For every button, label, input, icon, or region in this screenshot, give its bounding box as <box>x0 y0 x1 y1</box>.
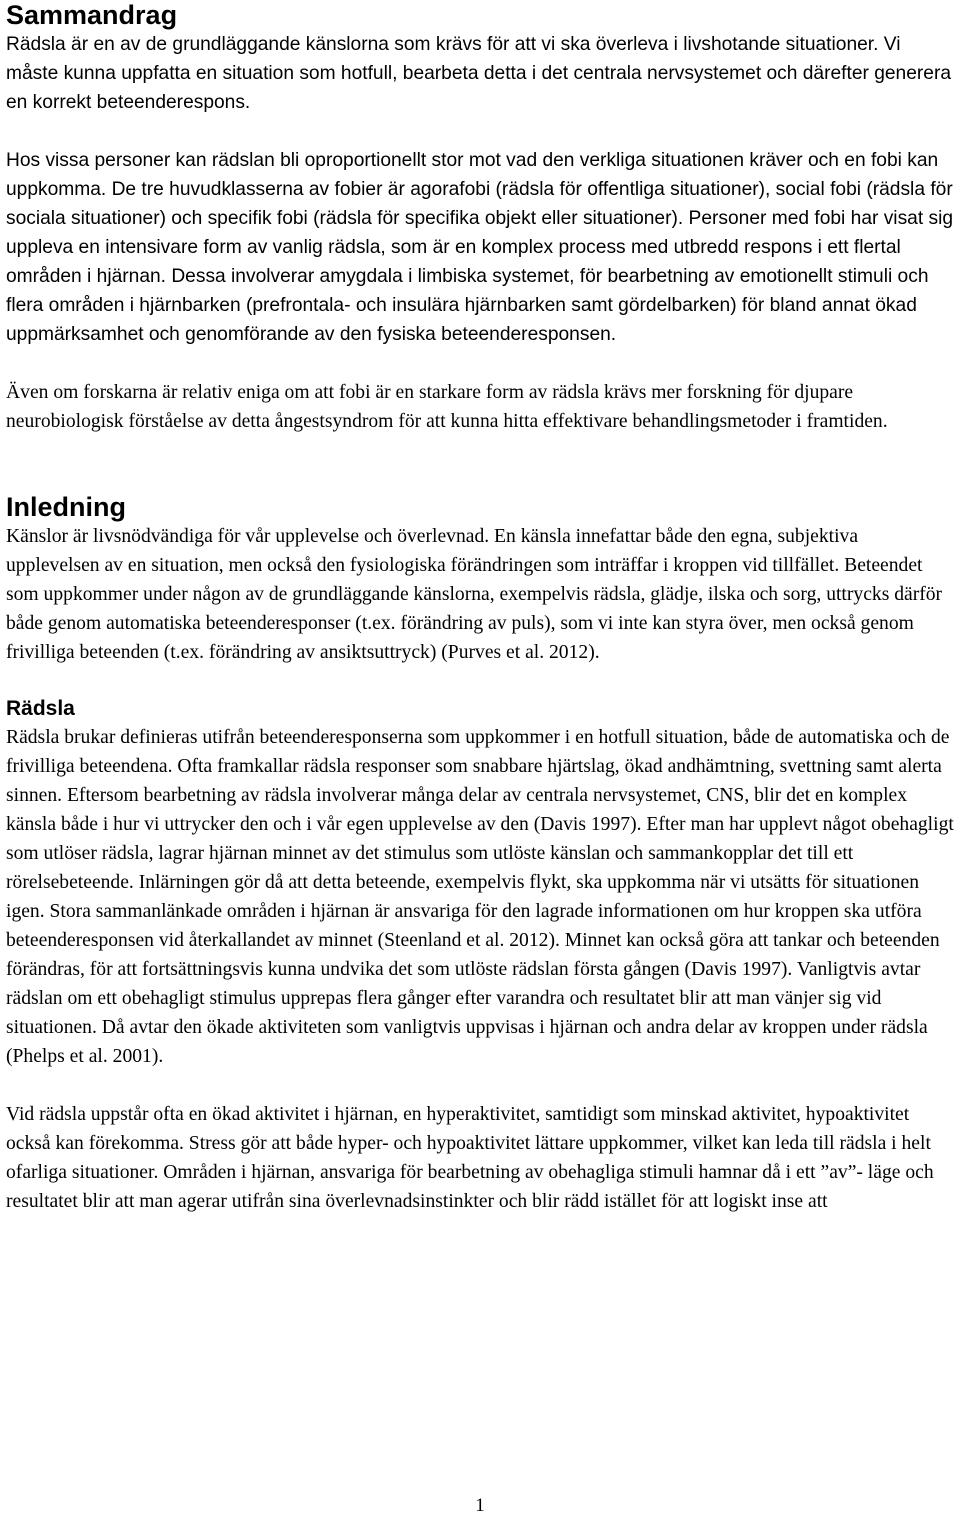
sammandrag-paragraph-2: Hos vissa personer kan rädslan bli oproportionellt stor mot vad den verkliga situationen kräver och en fobi kan uppkomma. De tre huvudklasserna av fobier är agorafobi (rädsla för offentliga situationer), social fobi (rädsla för sociala situationer) och specifik fobi (rädsla för specifika objekt eller situationer). Personer med fobi har visat sig uppleva en intensivare form av vanlig rädsla, som är en komplex process med utbredd respons i ett flertal områden i hjärnan. Dessa involverar amygdala i limbiska systemet, för bearbetning av emotionellt stimuli och flera områden i hjärnbarken (prefrontala- och insulära hjärnbarken samt gördelbarken) för bland annat ökad uppmärksamhet och genomförande av den fysiska beteenderesponsen. <box>6 150 954 345</box>
paragraph-gap <box>6 1071 956 1100</box>
section-heading-sammandrag: Sammandrag <box>6 0 178 30</box>
section-gap <box>6 436 956 492</box>
sammandrag-paragraph-1: Rädsla är en av de grundläggande känslorna som krävs för att vi ska överleva i livshotande situationer. Vi måste kunna uppfatta en situation som hotfull, bearbeta detta i det centrala nervsystemet och därefter generera en korrekt beteenderespons. <box>6 34 952 113</box>
section-heading-inledning: Inledning <box>6 492 126 522</box>
inledning-paragraph: Känslor är livsnödvändiga för vår upplevelse och överlevnad. En känsla innefattar både den egna, subjektiva upplevelsen av en situation, men också den fysiologiska förändringen som inträffar i kroppen vid tillfället. Beteendet som uppkommer under någon av de grundläggande känslorna, exempelvis rädsla, glädje, ilska och sorg, uttrycks därför både genom automatiska beteenderesponser (t.ex. förändring av puls), som vi inte kan styra över, men också genom frivilliga beteenden (t.ex. förändring av ansiktsuttryck) (Purves et al. 2012). <box>6 526 943 663</box>
document-page <box>6 0 956 1216</box>
paragraph-gap <box>6 667 956 695</box>
paragraph-gap <box>6 349 956 378</box>
subsection-heading-radsla: Rädsla <box>6 697 75 720</box>
paragraph-gap <box>6 117 956 146</box>
radsla-paragraph-2: Vid rädsla uppstår ofta en ökad aktivitet i hjärnan, en hyperaktivitet, samtidigt som minskad aktivitet, hypoaktivitet också kan förekomma. Stress gör att både hyper- och hypoaktivitet lättare uppkommer, vilket kan leda till rädsla i helt ofarliga situationer. Områden i hjärnan, ansvariga för bearbetning av obehagliga stimuli hamnar då i ett ”av”- läge och resultatet blir att man agerar utifrån sina överlevnadsinstinkter och blir rädd istället för att logiskt inse att <box>6 1104 934 1212</box>
page-number: 1 <box>475 1495 485 1516</box>
radsla-paragraph-1: Rädsla brukar definieras utifrån beteenderesponserna som uppkommer i en hotfull situation, både de automatiska och de frivilliga beteendena. Ofta framkallar rädsla responser som snabbare hjärtslag, ökad andhämtning, svettning samt alerta sinnen. Eftersom bearbetning av rädsla involverar många delar av centrala nervsystemet, CNS, blir det en komplex känsla både i hur vi uttrycker den och i vår egen upplevelse av den (Davis 1997). Efter man har upplevt något obehagligt som utlöser rädsla, lagrar hjärnan minnet av det stimulus som utlöste känslan och sammankopplar det till ett rörelsebeteende. Inlärningen gör då att detta beteende, exempelvis flykt, ska uppkomma när vi utsätts för situationen igen. Stora sammanlänkade områden i hjärnan är ansvariga för den lagrade informationen om hur kroppen ska utföra beteenderesponsen vid återkallandet av minnet (Steenland et al. 2012). Minnet kan också göra att tankar och beteenden förändras, för att fortsättningsvis kunna undvika det som utlöste rädslan första gången (Davis 1997). Vanligtvis avtar rädslan om ett obehagligt stimulus upprepas flera gånger efter varandra och resultatet blir att man vänjer sig vid situationen. Då avtar den ökade aktiviteten som vanligtvis uppvisas i hjärnan och andra delar av kroppen under rädsla (Phelps et al. 2001). <box>6 727 954 1067</box>
sammandrag-paragraph-3: Även om forskarna är relativ eniga om att fobi är en starkare form av rädsla krävs mer forskning för djupare neurobiologisk förståelse av detta ångestsyndrom för att kunna hitta effektivare behandlingsmetoder i framtiden. <box>6 382 888 432</box>
